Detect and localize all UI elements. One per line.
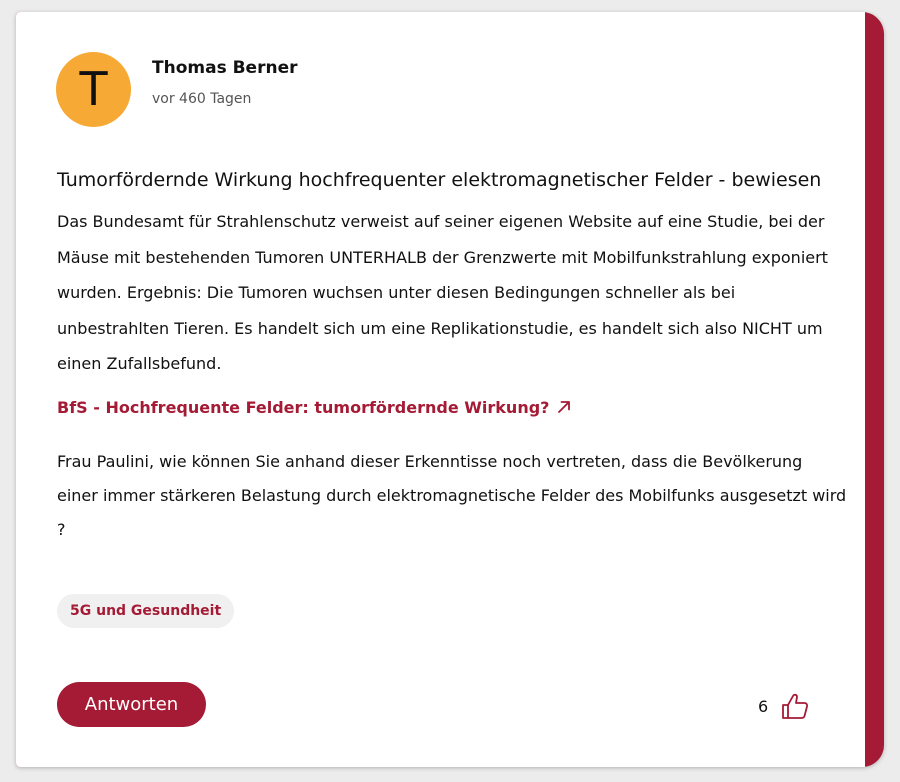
source-link-label: BfS - Hochfrequente Felder: tumorfördernde Wirkung? xyxy=(57,398,550,417)
like-count: 6 xyxy=(758,696,769,716)
reply-button[interactable]: Antworten xyxy=(57,682,206,727)
topic-tag[interactable]: 5G und Gesundheit xyxy=(57,594,234,628)
avatar[interactable]: T xyxy=(56,52,131,127)
thumbs-up-icon[interactable] xyxy=(780,691,810,721)
comment-card-frame xyxy=(16,12,884,767)
post-body: Das Bundesamt für Strahlenschutz verweist auf seiner eigenen Website auf eine Studie, bei der Mäuse mit bestehenden Tumoren UNTERHALB der Grenzwerte mit Mobilfunkstrahlung exponiert wurden. Ergebnis: Die Tumoren wuchsen unter diesen Bedingungen schneller als bei unbestrahlten Tieren. Es handelt sich um eine Replikationstudie, es handelt sich also NICHT um einen Zufallsbefund. xyxy=(57,212,828,373)
post-timestamp: vor 460 Tagen xyxy=(152,91,252,107)
post-title: Tumorfördernde Wirkung hochfrequenter elektromagnetischer Felder - bewiesen xyxy=(57,169,822,191)
source-link[interactable] xyxy=(57,398,571,418)
like-group xyxy=(758,686,810,726)
external-link-arrow-icon xyxy=(557,399,571,418)
post-question: Frau Paulini, wie können Sie anhand dieser Erkenntisse noch vertreten, dass die Bevölkerung einer immer stärkeren Belastung durch elektromagnetische Felder des Mobilfunks ausgesetzt wird ? xyxy=(57,452,847,539)
comment-card xyxy=(16,12,865,767)
author-name[interactable]: Thomas Berner xyxy=(152,58,298,78)
